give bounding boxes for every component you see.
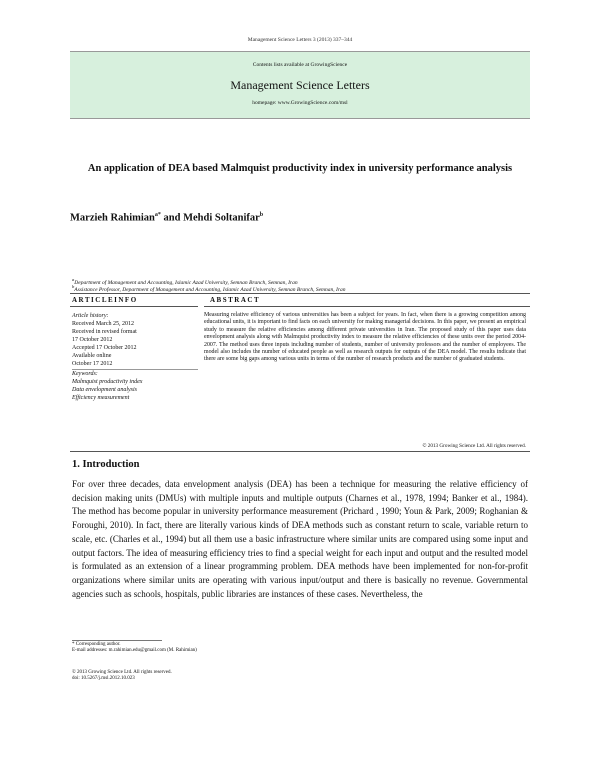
keyword: Malmquist productivity index [72, 379, 143, 385]
affiliation-text: Assistance Professor, Department of Management and Accounting, Islamic Azad University, Semnan Branch, Semnan, Iran [74, 286, 346, 293]
keyword: Data envelopment analysis [72, 387, 137, 393]
journal-banner [70, 51, 530, 119]
author-affiliation-marker: a* [154, 212, 161, 218]
footnote-corresponding: * Corresponding author. [72, 642, 121, 647]
section-divider [70, 293, 530, 294]
history-line: Received in revised format [72, 329, 137, 335]
author-affiliation-marker: b [259, 212, 264, 218]
introduction-body: For over three decades, data envelopment analysis (DEA) has been a technique for measuring the relative efficiency of decision making units (DMUs) with multiple inputs and multiple outputs (Charnes et al., 1978, 1994; Banker et al., 1984). The method has become popular in university performance measurement (Prichard , 1990; Youn & Park, 2009; Roghanian & Foroughi, 2010). In fact, there are literally various kinds of DEA methods such as constant return to scale, variable return to scale, etc. (Charles et al., 1994) but all them use a basic infrastructure where similar units are compared using some input and output factors. The idea of measuring efficiency tries to find a special weight for each input and output and the resulted model is formulated as an extension of a linear programming problem. DEA methods have been implemented for non-for-profit organizations where similar units are operating with various input/output and there is basically no revenue. Governmental agencies such as schools, hospitals, public libraries are instances of these cases. Nevertheless, the [72, 479, 528, 599]
abstract-copyright: © 2013 Growing Science Ltd. All rights reserved. [422, 443, 526, 449]
journal-homepage: homepage: www.GrowingScience.com/msl [252, 100, 348, 106]
running-head: Management Science Letters 3 (2013) 337–344 [247, 37, 353, 43]
history-line: Accepted 17 October 2012 [72, 345, 137, 351]
history-line: Received March 25, 2012 [72, 321, 134, 327]
article-info-heading: ARTICLEINFO [72, 296, 138, 304]
keyword: Efficiency measurement [72, 395, 130, 401]
history-line: Available online [72, 353, 112, 359]
paper-title: An application of DEA based Malmquist productivity index in university performance analysis [87, 163, 513, 174]
affiliation-marker: a [72, 277, 75, 282]
affiliation-marker: b [72, 284, 75, 289]
article-history-label: Article history: [72, 313, 109, 319]
section-divider [204, 306, 530, 307]
author-list [70, 212, 263, 224]
footnote-rule [72, 640, 162, 641]
history-line: 17 October 2012 [72, 337, 113, 343]
footnote-email: E-mail addresses: m.rahimian.edu@gmail.com (M. Rahimian) [72, 648, 197, 653]
author-name: Mehdi Soltanifar [183, 212, 260, 224]
history-line: October 17 2012 [72, 361, 113, 367]
author-connector: and [160, 212, 184, 224]
article-info [72, 312, 198, 402]
affiliation-text: Department of Management and Accounting, Islamic Azad University, Semnan Branch, Semnan, Iran [74, 279, 298, 286]
doi: doi: 10.5267/j.msl.2012.10.023 [72, 676, 135, 681]
keywords-label: Keywords: [72, 371, 98, 377]
author-name: Marzieh Rahimian [70, 212, 155, 224]
bottom-copyright: © 2013 Growing Science Ltd. All rights reserved. [72, 670, 172, 675]
journal-name: Management Science Letters [230, 78, 370, 92]
abstract-heading: ABSTRACT [210, 296, 261, 304]
abstract-body: Measuring relative efficiency of various universities has been a subject for years. In fact, when there is a growing competition among educational units, it is important to find facts on each university for making managerial decisions. In this paper, we present an empirical study to measure the relative efficiencies among different private universities in Iran. The proposed study of this paper uses data envelopment analysis along with Malmquist productivity index to measure the relative efficiencies of these units over the period 2004-2007. The method uses three inputs including number of students, number of university professors and the number of employees. The model also includes the number of educated people as well as research outputs for outputs of the DEA model. The results indicate that there are some big gaps among various units in terms of the number of research products and the number of graduated students. [204, 312, 526, 363]
section-heading: 1. Introduction [72, 459, 140, 470]
contents-line: Contents lists available at GrowingScience [252, 62, 348, 68]
section-divider [70, 451, 530, 452]
section-divider [70, 306, 198, 307]
